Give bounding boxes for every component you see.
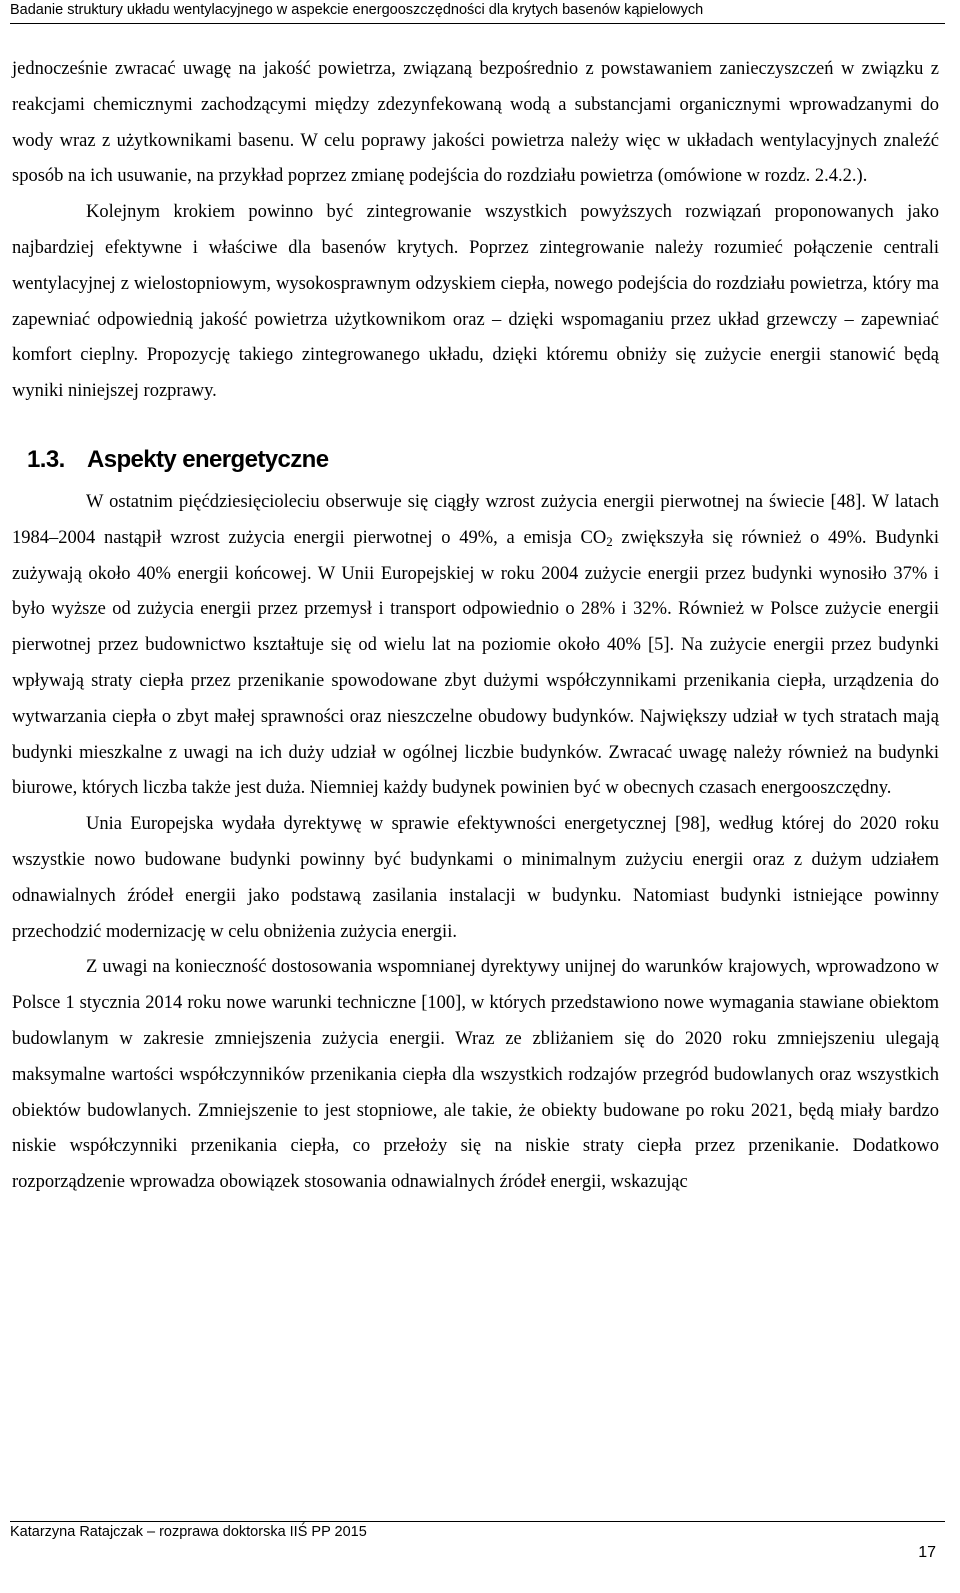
paragraph-eu-directive: Unia Europejska wydała dyrektywę w sprawie efektywności energetycznej [98], według której do 2020 roku wszystkie nowo budowane budynki powinny być budynkami o minimalnym zużyciu energii oraz z dużym udziałem odnawialnych źródeł energii jako podstawą zasilania instalacji w budynku. Natomiast budynki istniejące powinny przechodzić modernizację w celu obniżenia zużycia energii. [12, 814, 939, 942]
co2-subscript: 2 [606, 533, 613, 549]
paragraph-technical-conditions: Z uwagi na konieczność dostosowania wspomnianej dyrektywy unijnej do warunków krajowych, wprowadzono w Polsce 1 stycznia 2014 roku nowe warunki techniczne [100], w których przedstawiono nowe wymagania stawiane obiektom budowlanym w zakresie zmniejszenia zużycia energii. Wraz ze zbliżaniem się do 2020 roku zmniejszeniu ulegają maksymalne wartości współczynników przenikania ciepła dla wszystkich rodzajów przegród budowlanych oraz wszystkich obiektów budowlanych. Zmniejszenie to jest stopniowe, ale takie, że obiekty budowane po roku 2021, będą miały bardzo niskie współczynniki przenikania ciepła, co przełoży się na niskie straty ciepła przez przenikanie. Dodatkowo rozporządzenie wprowadza obowiązek stosowania odnawialnych źródeł energii, wskazując [12, 957, 939, 1193]
running-header: Badanie struktury układu wentylacyjnego w aspekcie energooszczędności dla krytych basenów kąpielowych [10, 0, 945, 24]
section-title: Aspekty energetyczne [87, 445, 329, 473]
paragraph-energy-consumption: W ostatnim pięćdziesięcioleciu obserwuje się ciągły wzrost zużycia energii pierwotnej na świecie [48]. W latach 1984–2004 nastąpił wzrost zużycia energii pierwotnej o 49%, a emisja $CO_2$ zwiększyła się również o 49%. Budynki zużywają około 40% energii końcowej. W Unii Europejskiej w roku 2004 zużycie energii przez budynki wynosiło 37% i było wyższe od zużycia energii przez przemysł i transport odpowiednio o 28% i 32%. Również w Polsce zużycie energii pierwotnej przez budownictwo kształtuje się od wielu lat na poziomie około 40% [5]. Na zużycie energii przez budynki wpływają straty ciepła przez przenikanie spowodowane zbyt dużymi współczynnikami przenikania ciepła, urządzenia do wytwarzania ciepła o zbyt małej sprawności oraz nieszczelne obudowy budynków. Największy udział w tych stratach mają budynki mieszkalne z uwagi na ich duży udział w ogólnej liczbie budynków. Zwracać uwagę należy również na budynki biurowe, których liczba także jest duża. Niemniej każdy budynek powinien być w obecnych czasach energooszczędny. [12, 491, 939, 799]
paragraph-intro-1: jednocześnie zwracać uwagę na jakość powietrza, związaną bezpośrednio z powstawaniem zanieczyszczeń w związku z reakcjami chemicznymi zachodzącymi między zdezynfekowaną wodą a substancjami organicznymi wprowadzanymi do wody wraz z użytkownikami basenu. W celu poprawy jakości powietrza należy więc w układach wentylacyjnych znaleźć sposób na ich usuwanie, na przykład poprzez zmianę podejścia do rozdziału powietrza (omówione w rozdz. 2.4.2.). [12, 59, 939, 187]
section-number: 1.3. [27, 445, 65, 473]
page-number: 17 [918, 1544, 936, 1561]
paragraph-intro-2: Kolejnym krokiem powinno być zintegrowanie wszystkich powyższych rozwiązań proponowanych jako najbardziej efektywne i właściwe dla basenów krytych. Poprzez zintegrowanie należy rozumieć połączenie centrali wentylacyjnej z wielostopniowym, wysokosprawnym odzyskiem ciepła, nowego podejścia do rozdziału powietrza, który ma zapewniać odpowiednią jakość powietrza użytkownikom oraz – dzięki wspomaganiu przez układ grzewczy – zapewniać komfort cieplny. Propozycję takiego zintegrowanego układu, dzięki któremu obniży się zużycie energii stanowić będą wyniki niniejszej rozprawy. [12, 202, 939, 402]
footer-divider [10, 1521, 945, 1522]
footer-author: Katarzyna Ratajczak – rozprawa doktorska IIŚ PP 2015 [10, 1524, 367, 1540]
section-heading [12, 440, 939, 480]
body-text [12, 52, 939, 1201]
